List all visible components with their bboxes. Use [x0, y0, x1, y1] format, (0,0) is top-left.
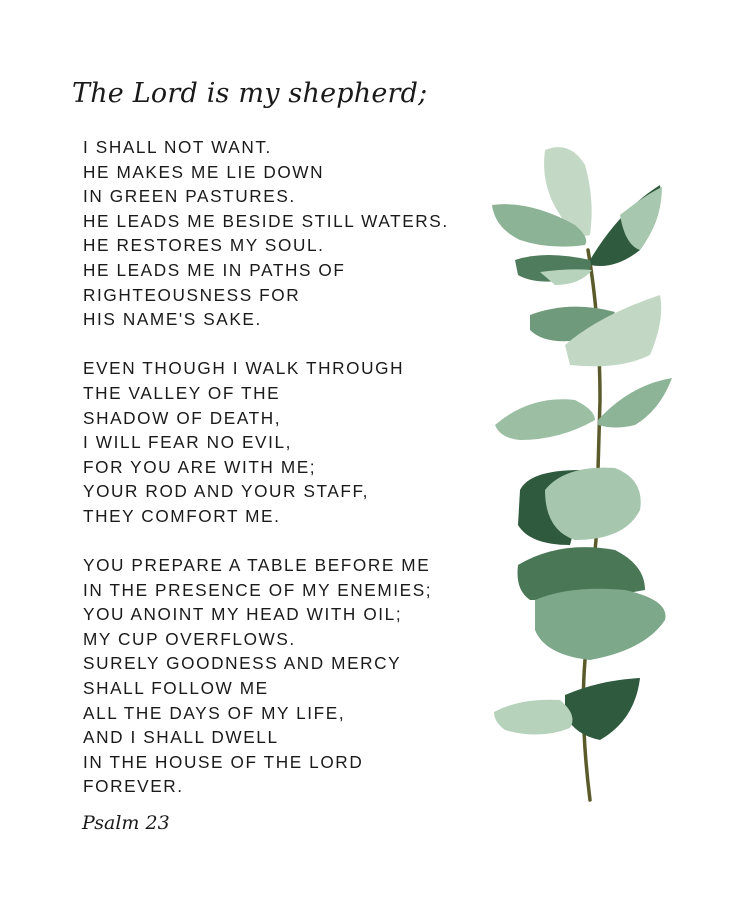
verse-line: YOU ANOINT MY HEAD WITH OIL; [83, 604, 403, 625]
verse-line: HE LEADS ME BESIDE STILL WATERS. [83, 210, 449, 231]
stanza-3 [83, 553, 483, 799]
verse-line: SHALL FOLLOW ME [83, 678, 269, 699]
attribution: Psalm 23 [82, 812, 170, 834]
stanza-2 [83, 356, 483, 528]
verse-line: YOUR ROD AND YOUR STAFF, [83, 481, 370, 502]
verse-line: IN GREEN PASTURES. [83, 186, 296, 207]
eucalyptus-branch-icon [480, 135, 710, 835]
verse-line: HIS NAME'S SAKE. [83, 309, 262, 330]
verse-line: IN THE PRESENCE OF MY ENEMIES; [83, 579, 433, 600]
psalm-verses [83, 135, 483, 824]
verse-line: RIGHTEOUSNESS FOR [83, 284, 301, 305]
verse-line: SURELY GOODNESS AND MERCY [83, 653, 402, 674]
verse-line: HE RESTORES MY SOUL. [83, 235, 325, 256]
verse-line: I SHALL NOT WANT. [83, 137, 272, 157]
verse-line: MY CUP OVERFLOWS. [83, 628, 296, 649]
poster-heading: The Lord is my shepherd; [72, 78, 428, 109]
verse-line: HE LEADS ME IN PATHS OF [83, 259, 346, 280]
verse-line: FOREVER. [83, 776, 184, 797]
verse-line: ALL THE DAYS OF MY LIFE, [83, 702, 346, 723]
verse-line: THEY COMFORT ME. [83, 505, 281, 526]
verse-line: AND I SHALL DWELL [83, 727, 279, 748]
verse-line: HE MAKES ME LIE DOWN [83, 161, 325, 182]
verse-line: SHADOW OF DEATH, [83, 407, 282, 428]
verse-line: YOU PREPARE A TABLE BEFORE ME [83, 555, 431, 576]
verse-line: THE VALLEY OF THE [83, 382, 281, 403]
verse-line: FOR YOU ARE WITH ME; [83, 456, 317, 477]
verse-line: EVEN THOUGH I WALK THROUGH [83, 358, 405, 379]
stanza-1 [83, 135, 483, 332]
verse-line: IN THE HOUSE OF THE LORD [83, 751, 364, 772]
verse-line: I WILL FEAR NO EVIL, [83, 432, 293, 453]
